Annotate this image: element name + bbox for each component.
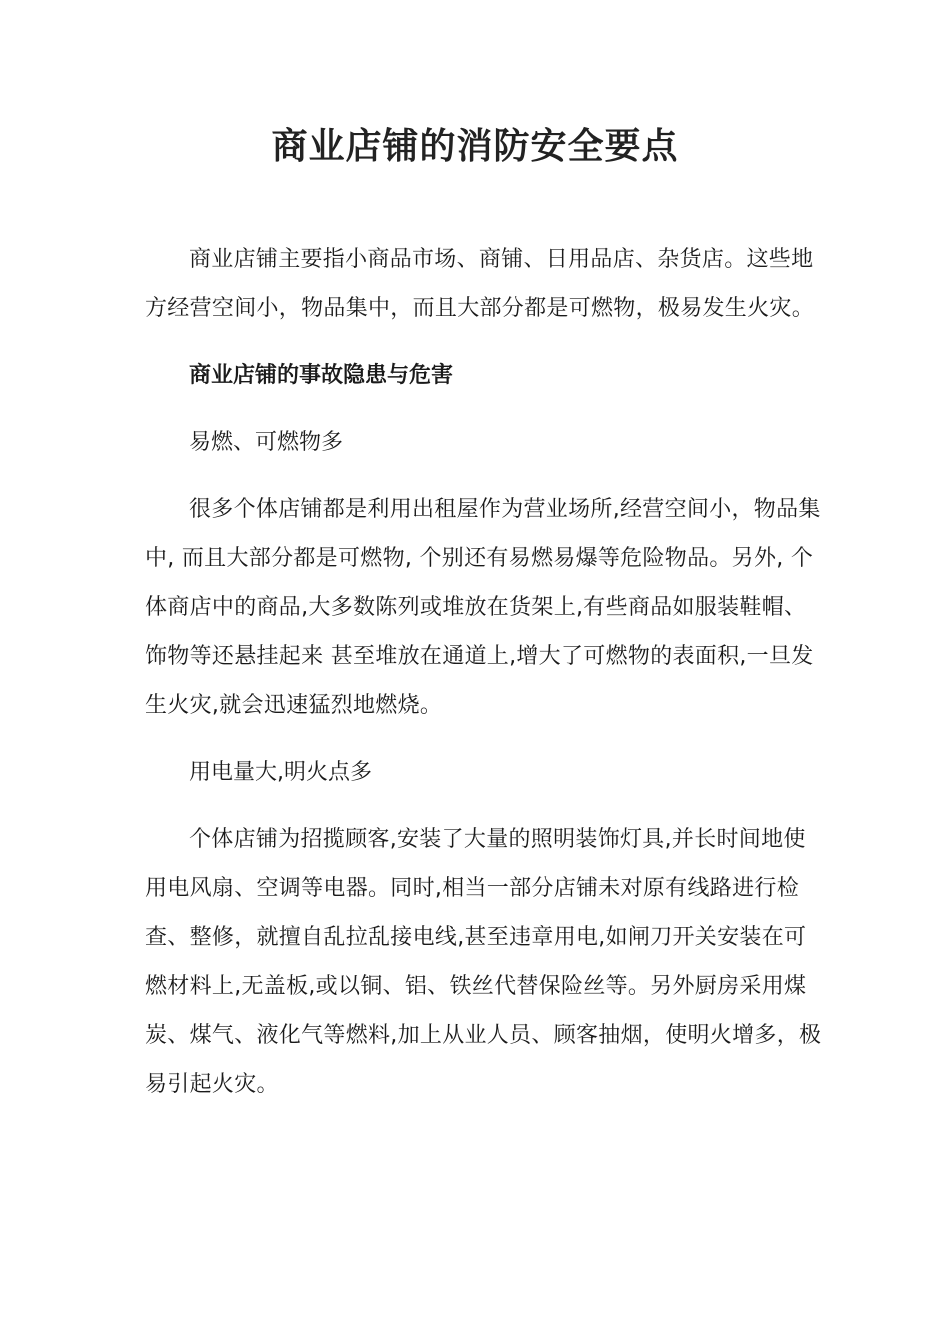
subsection-body-electricity: 个体店铺为招揽顾客,安装了大量的照明装饰灯具,并长时间地使用电风扇、空调等电器。同时,相当一部分店铺未对原有线路进行检查、整修，就擅自乱拉乱接电线,甚至违章用电,如闸刀开关安装在可燃材料上,无盖板,或以铜、铝、铁丝代替保险丝等。另外厨房采用煤炭、煤气、液化气等燃料,加上从业人员、顾客抽烟，使明火增多，极易引起火灾。 (145, 827, 822, 1097)
subsection-body-flammables: 很多个体店铺都是利用出租屋作为营业场所,经营空间小，物品集中, 而且大部分都是可燃物, 个别还有易燃易爆等危险物品。另外, 个体商店中的商品,大多数陈列或堆放在货架上,有些商品如服装鞋帽、饰物等还悬挂起来 甚至堆放在通道上,增大了可燃物的表面积,一旦发生火灾,就会迅速猛烈地燃烧。 (145, 497, 821, 718)
document-title: 商业店铺的消防安全要点 (271, 125, 679, 168)
document-body (145, 235, 825, 1127)
section-heading: 商业店铺的事故隐患与危害 (189, 363, 454, 388)
intro-paragraph: 商业店铺主要指小商品市场、商铺、日用品店、杂货店。这些地方经营空间小，物品集中，而且大部分都是可燃物，极易发生火灾。 (145, 247, 815, 321)
subsection-heading-flammables: 易燃、可燃物多 (189, 430, 344, 455)
subsection-heading-electricity: 用电量大,明火点多 (189, 760, 372, 785)
